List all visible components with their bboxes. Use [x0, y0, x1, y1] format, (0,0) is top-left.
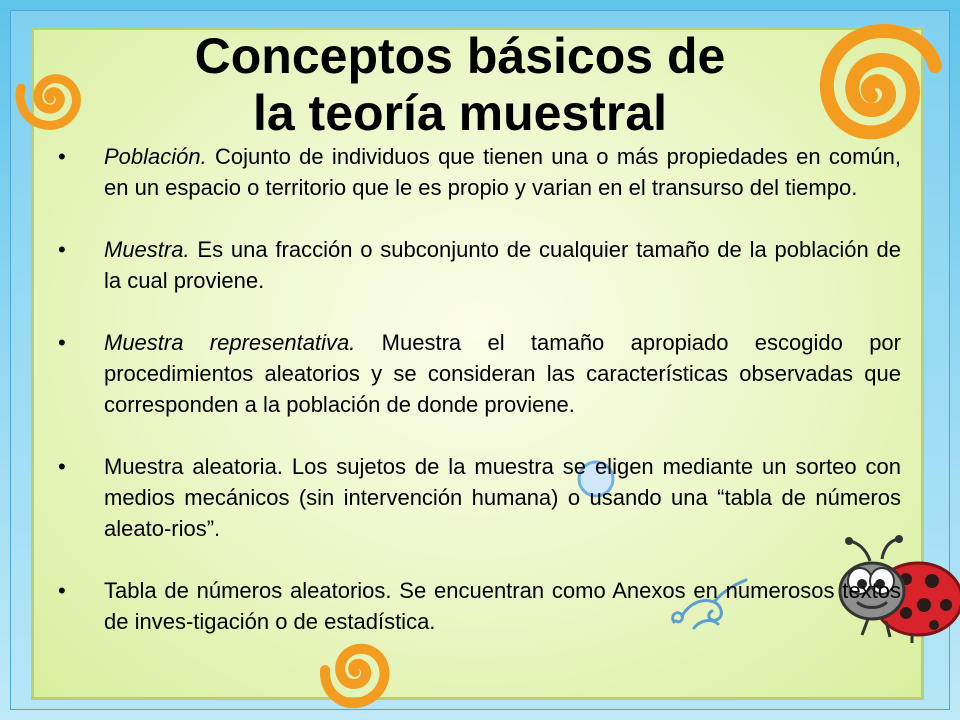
bullet-dot: • [58, 578, 66, 603]
title-line-2: la teoría muestral [252, 85, 668, 141]
bullet-dot: • [58, 237, 66, 262]
list-item [58, 575, 901, 637]
definition-text: Cojunto de individuos que tienen una o más propiedades en común, en un espacio o territorio que le es propio y varian en el transurso del tiempo. [104, 144, 901, 200]
bullet-dot: • [58, 144, 66, 169]
term-label: Población. [104, 144, 207, 169]
title-line-1: Conceptos básicos de [194, 28, 726, 84]
definition-text: Muestra aleatoria. Los sujetos de la muestra se eligen mediante un sorteo con medios mecánicos (sin intervención humana) o usando una “tabla de números aleato-rios”. [104, 454, 901, 541]
bullet-list [58, 141, 901, 668]
list-item [58, 141, 901, 203]
term-label: Muestra. [104, 237, 190, 262]
list-item [58, 451, 901, 544]
term-label: Muestra representativa. [104, 330, 356, 355]
bullet-dot: • [58, 330, 66, 355]
bullet-dot: • [58, 454, 66, 479]
list-item [58, 234, 901, 296]
slide-title [130, 28, 790, 142]
spiral-icon [10, 55, 88, 139]
definition-text: Es una fracción o subconjunto de cualquier tamaño de la población de la cual proviene. [104, 237, 901, 293]
definition-text: Tabla de números aleatorios. Se encuentran como Anexos en numerosos textos de inves-tigación o de estadística. [104, 578, 901, 634]
definition-text: Muestra el tamaño apropiado escogido por procedimientos aleatorios y se consideran las características observadas que corresponden a la población de donde proviene. [104, 330, 901, 417]
list-item [58, 327, 901, 420]
